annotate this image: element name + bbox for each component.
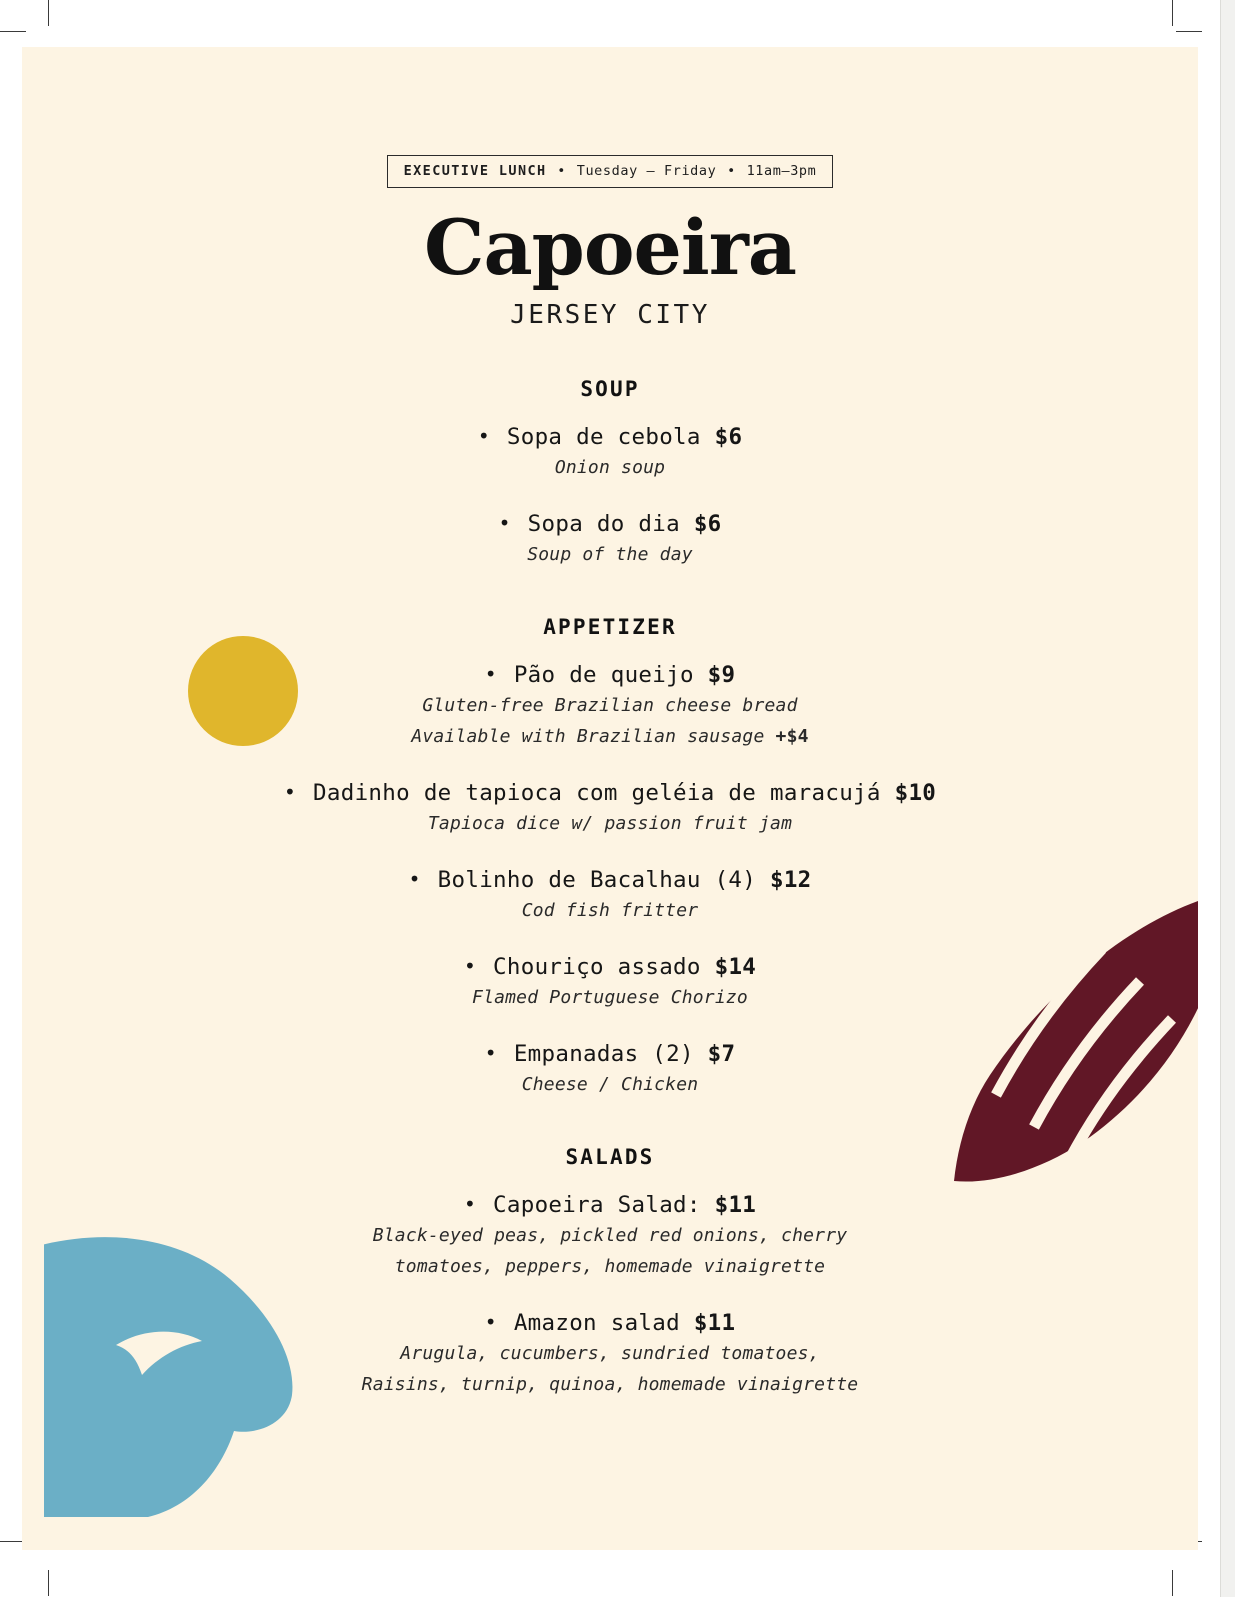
menu-sheet [22, 47, 1198, 1550]
menu-section [22, 1145, 1198, 1399]
menu-item [22, 1309, 1198, 1399]
menu-item-name: Chouriço assado [493, 953, 701, 980]
menu-item-price: $11 [693, 1309, 736, 1336]
menu-item-heading [22, 661, 1198, 689]
menu-header [22, 47, 1198, 330]
menu-item-description: Cheese / Chicken [521, 1074, 699, 1096]
menu-item-name: Capoeira Salad: [493, 1192, 701, 1218]
menu-section [22, 377, 1198, 569]
banner-separator-2: • [718, 163, 745, 179]
menu-item-description: Black-eyed peas, pickled red onions, cherry [372, 1225, 848, 1247]
paper-edge-shading [1221, 0, 1235, 1597]
menu-item [22, 510, 1198, 569]
menu-item-description: Arugula, cucumbers, sundried tomatoes, [400, 1343, 820, 1365]
paper-edge-line [1220, 0, 1221, 1597]
bullet-icon: • [477, 424, 491, 448]
menu-item [22, 953, 1198, 1012]
menu-item-description: Flamed Portuguese Chorizo [472, 987, 748, 1009]
menu-item-heading [22, 423, 1198, 451]
bullet-icon: • [484, 1040, 497, 1065]
menu-item-description: Soup of the day [527, 544, 693, 566]
banner-separator-1: • [548, 163, 575, 179]
menu-item-name: Sopa de cebola [506, 424, 701, 450]
menu-item-description: Cod fish fritter [521, 900, 699, 922]
menu-item-heading [22, 1191, 1198, 1219]
banner-hours: 11am–3pm [746, 163, 817, 179]
section-title: SOUP [580, 377, 640, 401]
section-title: APPETIZER [543, 615, 677, 640]
section-title: SALADS [565, 1145, 655, 1169]
bullet-icon: • [463, 1192, 477, 1216]
crop-mark-top-right-vertical [1172, 0, 1173, 26]
menu-item-heading [22, 510, 1198, 538]
bullet-icon: • [484, 662, 497, 687]
menu-item-addon-price: +$4 [775, 726, 809, 748]
bullet-icon: • [484, 1309, 497, 1334]
bullet-icon: • [498, 511, 511, 536]
crop-mark-bottom-left-vertical [48, 1570, 49, 1596]
menu-item-description: tomatoes, peppers, homemade vinaigrette [394, 1256, 826, 1278]
crop-mark-bottom-right-vertical [1172, 1570, 1173, 1596]
crop-mark-top-left-horizontal [0, 31, 26, 32]
menu-item-price: $6 [693, 511, 722, 538]
banner-days: Tuesday – Friday [576, 163, 717, 179]
lunch-banner [387, 155, 834, 188]
banner-label: EXECUTIVE LUNCH [403, 163, 547, 179]
menu-item-addon [22, 723, 1198, 751]
menu-item-price: $10 [894, 779, 937, 806]
bullet-icon: • [283, 779, 297, 804]
crop-mark-top-left-vertical [48, 0, 49, 26]
menu-item-heading [22, 953, 1198, 981]
menu-item-price: $9 [707, 662, 736, 689]
menu-item-description: Onion soup [554, 457, 666, 479]
menu-item [22, 1040, 1198, 1099]
menu-item [22, 866, 1198, 925]
menu-item-description: Raisins, turnip, quinoa, homemade vinaigrette [361, 1373, 859, 1395]
crop-mark-top-right-horizontal [1176, 31, 1202, 32]
menu-item [22, 779, 1198, 838]
menu-item-price: $14 [714, 953, 757, 980]
menu-item-price: $11 [714, 1192, 757, 1218]
menu-item-name: Pão de queijo [513, 662, 694, 689]
menu-item [22, 1191, 1198, 1281]
menu-item-name: Sopa do dia [527, 511, 680, 538]
menu-item-description: Tapioca dice w/ passion fruit jam [427, 813, 793, 835]
menu-sections [22, 377, 1198, 1427]
menu-item [22, 423, 1198, 482]
menu-item-heading [22, 1309, 1198, 1337]
bullet-icon: • [463, 953, 477, 978]
menu-item-price: $6 [714, 424, 743, 450]
menu-item-description: Gluten-free Brazilian cheese bread [422, 695, 798, 717]
menu-item [22, 661, 1198, 751]
menu-item-name: Amazon salad [513, 1309, 680, 1336]
menu-section [22, 615, 1198, 1099]
menu-item-name: Bolinho de Bacalhau (4) [437, 866, 757, 893]
restaurant-name: Capoeira [423, 203, 797, 292]
menu-item-price: $12 [769, 866, 812, 893]
menu-item-name: Dadinho de tapioca com geléia de maracujá [313, 779, 881, 806]
menu-item-heading [22, 1040, 1198, 1068]
bullet-icon: • [408, 866, 421, 891]
restaurant-location: JERSEY CITY [510, 300, 710, 330]
menu-item-heading [22, 779, 1198, 807]
menu-item-name: Empanadas (2) [513, 1040, 694, 1067]
menu-item-heading [22, 866, 1198, 894]
menu-item-addon-label: Available with Brazilian sausage [411, 726, 765, 748]
menu-item-price: $7 [707, 1040, 736, 1067]
